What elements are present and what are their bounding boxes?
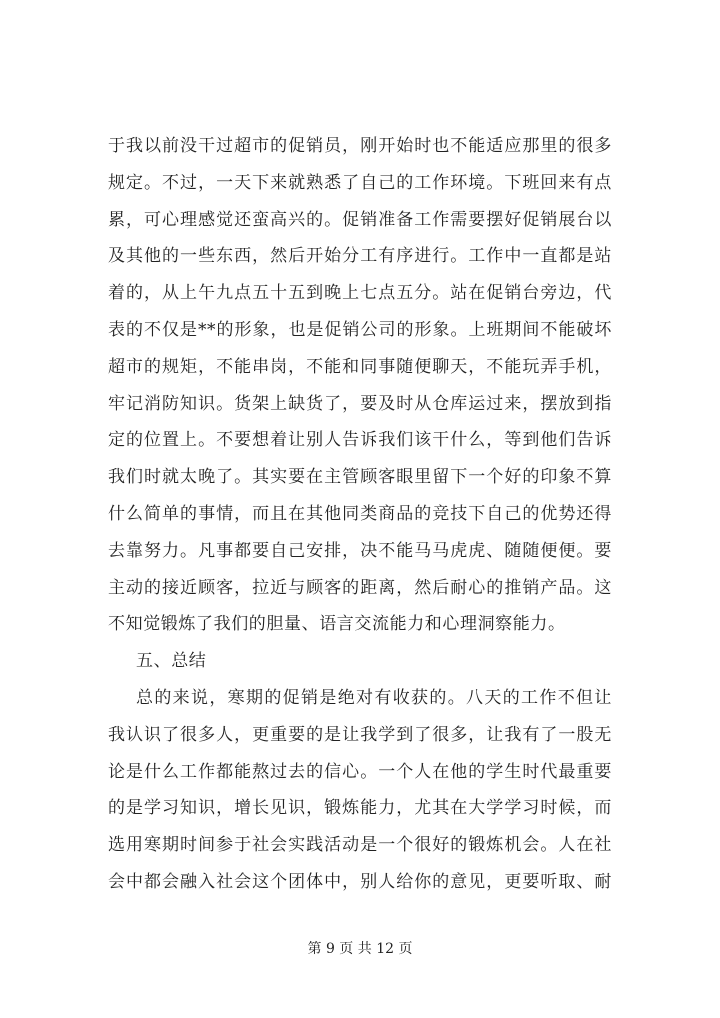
text-line: 我们时就太晚了。其实要在主管顾客眼里留下一个好的印象不算 — [108, 467, 612, 488]
text-line: 规定。不过，一天下来就熟悉了自己的工作环境。下班回来有点 — [108, 172, 612, 193]
section-heading: 五、总结 — [136, 651, 207, 672]
text-line: 选用寒期时间参于社会实践活动是一个很好的锻炼机会。人在社 — [108, 835, 612, 856]
text-line: 不知觉锻炼了我们的胆量、语言交流能力和心理洞察能力。 — [108, 614, 566, 635]
text-line: 着的，从上午九点五十五到晚上七点五分。站在促销台旁边，代 — [108, 283, 612, 304]
text-line: 主动的接近顾客，拉近与顾客的距离，然后耐心的推销产品。这 — [108, 577, 612, 598]
text-line: 表的不仅是**的形象，也是促销公司的形象。上班期间不能破坏 — [108, 319, 612, 340]
text-line: 超市的规矩，不能串岗，不能和同事随便聊天，不能玩弄手机， — [108, 356, 612, 377]
page-number-footer: 第 9 页 共 12 页 — [307, 941, 413, 957]
text-line: 什么简单的事情，而且在其他同类商品的竞技下自己的优势还得 — [108, 503, 612, 524]
text-line: 的是学习知识，增长见识，锻炼能力，尤其在大学学习时候，而 — [108, 798, 612, 819]
text-line: 累，可心理感觉还蛮高兴的。促销准备工作需要摆好促销展台以 — [108, 209, 612, 230]
text-line: 会中都会融入社会这个团体中，别人给你的意见，更要听取、耐 — [108, 871, 612, 892]
text-line: 牢记消防知识。货架上缺货了，要及时从仓库运过来，摆放到指 — [108, 393, 612, 414]
text-line: 我认识了很多人，更重要的是让我学到了很多，让我有了一股无 — [108, 724, 612, 745]
document-body — [108, 128, 612, 901]
text-line: 及其他的一些东西，然后开始分工有序进行。工作中一直都是站 — [108, 246, 612, 267]
text-line: 去靠努力。凡事都要自己安排，决不能马马虎虎、随随便便。要 — [108, 540, 612, 561]
text-line: 总的来说，寒期的促销是绝对有收获的。八天的工作不但让 — [136, 687, 612, 708]
text-line: 定的位置上。不要想着让别人告诉我们该干什么，等到他们告诉 — [108, 430, 612, 451]
text-line: 论是什么工作都能熬过去的信心。一个人在他的学生时代最重要 — [108, 761, 612, 782]
text-line: 于我以前没干过超市的促销员，刚开始时也不能适应那里的很多 — [108, 136, 612, 156]
